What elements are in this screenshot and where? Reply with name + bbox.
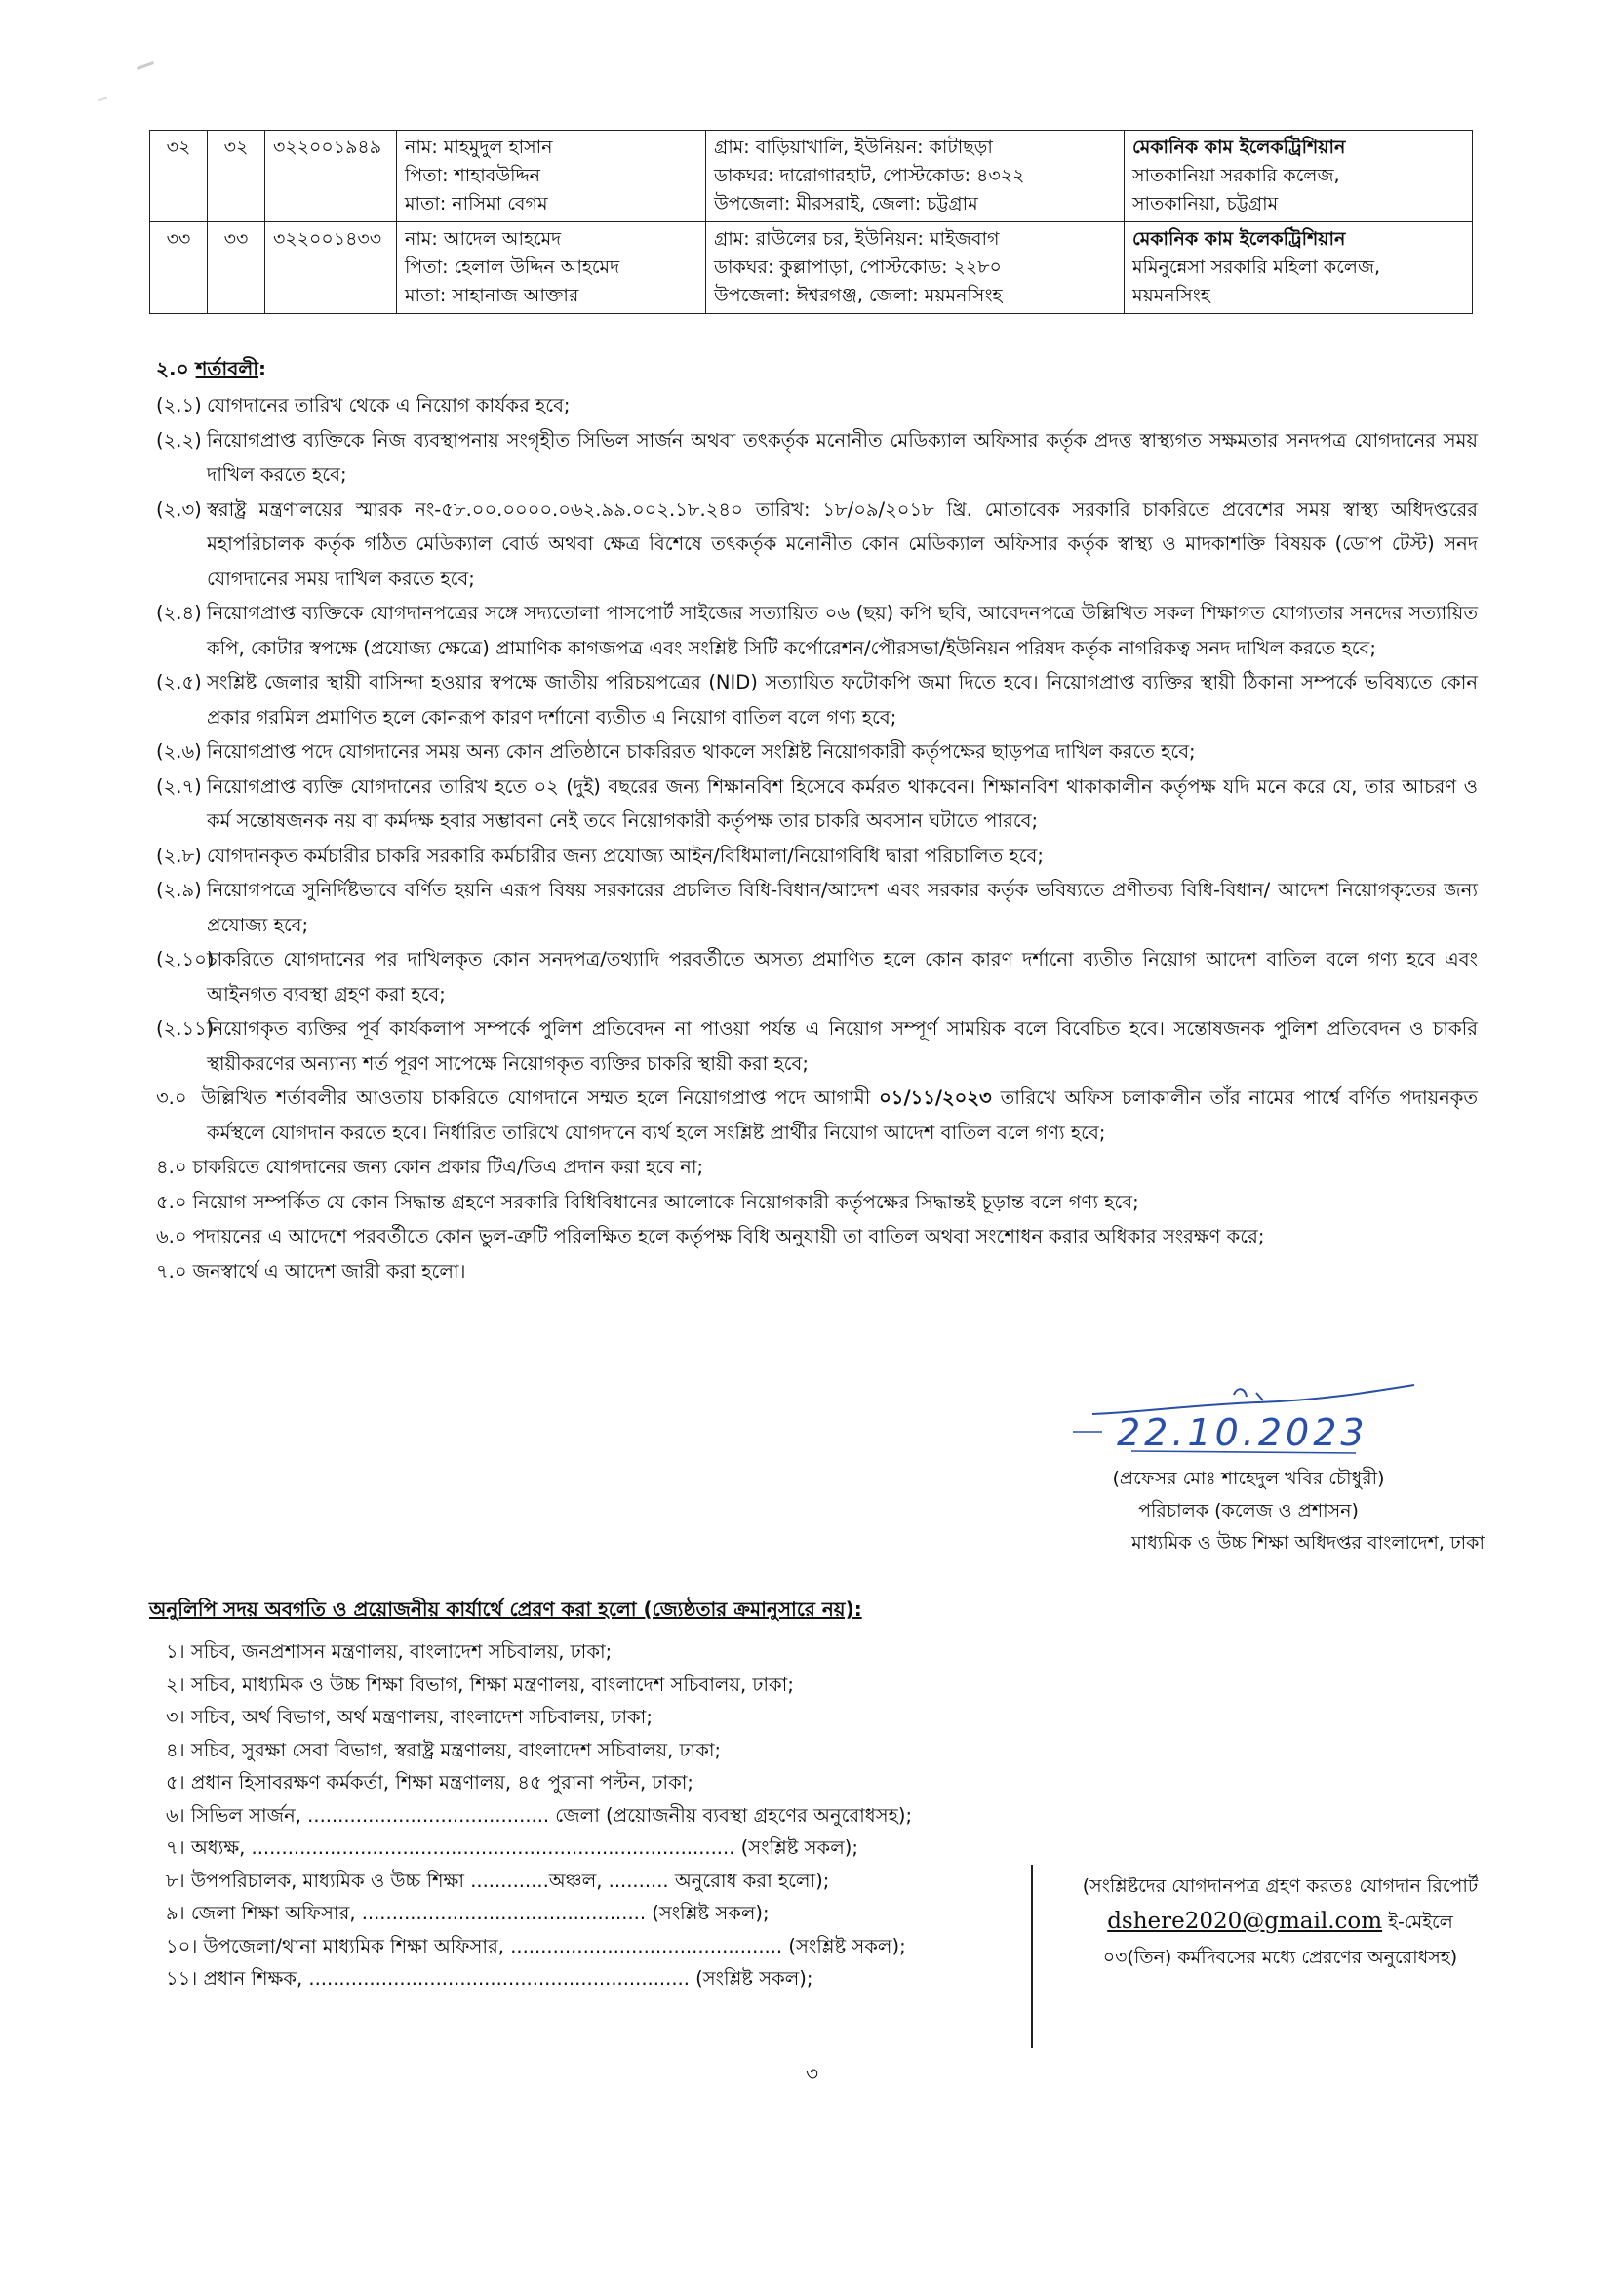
copy-recipient: ২। সচিব, মাধ্যমিক ও উচ্চ শিক্ষা বিভাগ, শিক্ষা মন্ত্রণালয়, বাংলাদেশ সচিবালয়, ঢাকা; bbox=[166, 1673, 794, 1696]
appointment-table bbox=[149, 130, 1473, 314]
serial-cell bbox=[150, 131, 208, 222]
posting-place: সাতকানিয়া সরকারি কলেজ, bbox=[1132, 165, 1340, 186]
condition-number: (২.১০) bbox=[156, 948, 215, 970]
signature-date: 22.10.2023 bbox=[1117, 1411, 1368, 1454]
condition-item bbox=[156, 1150, 1478, 1185]
condition-number: (২.৬) bbox=[156, 740, 202, 763]
condition-number: (২.৩) bbox=[156, 497, 202, 521]
copy-recipient: ১০। উপজেলা/থানা মাধ্যমিক শিক্ষা অফিসার, ............................................. (সংশ্লিষ্ট সকল); bbox=[166, 1934, 906, 1957]
condition-text: নিয়োগপ্রাপ্ত ব্যক্তিকে যোগদানপত্রের সঙ্গে সদ্যতোলা পাসপোর্ট সাইজের সত্যায়িত ০৬ (ছয়) কপি ছবি, আবেদনপত্রে উল্লিখিত সকল শিক্ষাগত যোগ্যতার সনদের সত্যায়িত কপি, কোটার স্বপক্ষে (প্রযোজ্য ক্ষেত্রে) প্রামাণিক কাগজপত্র এবং সংশ্লিষ্ট সিটি কর্পোরেশন/পৌরসভা/ইউনিয়ন পরিষদ কর্তৃক নাগরিকত্ব সনদ দাখিল করতে হবে; bbox=[207, 602, 1478, 659]
condition-number: ৪.০ bbox=[156, 1156, 187, 1178]
condition-item bbox=[156, 839, 1478, 874]
address-line: গ্রাম: রাউলের চর, ইউনিয়ন: মাইজবাগ bbox=[714, 228, 1000, 250]
post-title: মেকানিক কাম ইলেকট্রিশিয়ান bbox=[1132, 137, 1346, 158]
table-row bbox=[150, 222, 1473, 314]
copy-recipient: ৯। জেলা শিক্ষা অফিসার, ............................................... (সংশ্লিষ্ট সকল); bbox=[166, 1902, 770, 1924]
scan-mark bbox=[137, 61, 154, 70]
serial-cell bbox=[150, 222, 208, 314]
condition-text: নিয়োগপ্রাপ্ত ব্যক্তিকে নিজ ব্যবস্থাপনায় সংগৃহীত সিভিল সার্জন অথবা তৎকর্তৃক মনোনীত মেডিক্যাল অফিসার কর্তৃক প্রদত্ত স্বাস্থ্যগত সক্ষমতার সনদপত্র যোগদানের সময় দাখিল করতে হবে; bbox=[207, 428, 1478, 486]
condition-text: জনস্বার্থে এ আদেশ জারী করা হলো। bbox=[192, 1259, 466, 1282]
note-email-suffix: ই-মেইলে bbox=[1382, 1912, 1453, 1933]
copy-list bbox=[166, 1636, 1024, 1995]
roll-cell bbox=[208, 131, 265, 222]
post-title: মেকানিক কাম ইলেকট্রিশিয়ান bbox=[1132, 228, 1346, 250]
handwritten-signature bbox=[1063, 1375, 1434, 1463]
serial: ৩৩ bbox=[166, 228, 191, 250]
condition-number: (২.৪) bbox=[156, 602, 202, 624]
condition-number: ৭.০ bbox=[156, 1259, 187, 1282]
condition-item bbox=[156, 873, 1478, 942]
father-name: পিতা: হেলাল উদ্দিন আহমেদ bbox=[405, 256, 620, 278]
applicant-id: ৩২২০০১৯৪৯ bbox=[273, 137, 382, 158]
note-line-3: ০৩(তিন) কর্মদিবসের মধ্যে প্রেরণের অনুরোধসহ) bbox=[1102, 1947, 1458, 1968]
copy-recipient: ৩। সচিব, অর্থ বিভাগ, অর্থ মন্ত্রণালয়, বাংলাদেশ সচিবালয়, ঢাকা; bbox=[166, 1706, 653, 1728]
condition-number: (২.৮) bbox=[156, 844, 202, 867]
applicant-id: ৩২২০০১৪৩৩ bbox=[273, 228, 382, 250]
roll-cell bbox=[208, 222, 265, 314]
name-cell bbox=[397, 131, 706, 222]
condition-text: চাকরিতে যোগদানের জন্য কোন প্রকার টিএ/ডিএ প্রদান করা হবে না; bbox=[192, 1156, 704, 1178]
scan-mark bbox=[98, 96, 107, 101]
address-line: উপজেলা: ঈশ্বরগঞ্জ, জেলা: ময়মনসিংহ bbox=[714, 285, 1003, 306]
signatory-office: মাধ্যমিক ও উচ্চ শিক্ষা অধিদপ্তর বাংলাদেশ, ঢাকা bbox=[1131, 1532, 1485, 1554]
address-line: ডাকঘর: কুল্লাপাড়া, পোস্টকোড: ২২৮০ bbox=[714, 256, 1002, 278]
condition-text: উল্লিখিত শর্তাবলীর আওতায় চাকরিতে যোগদানে সম্মত হলে নিয়োগপ্রাপ্ত পদে আগামী bbox=[201, 1086, 871, 1109]
condition-number: (২.১) bbox=[156, 394, 202, 416]
condition-number: (২.২) bbox=[156, 428, 202, 452]
condition-number: (২.৭) bbox=[156, 774, 202, 798]
condition-item bbox=[156, 734, 1478, 769]
copy-heading: অনুলিপি সদয় অবগতি ও প্রয়োজনীয় কার্যার্থে প্রেরণ করা হলো (জ্যেষ্ঠতার ক্রমানুসারে নয়): bbox=[149, 1598, 862, 1621]
condition-item bbox=[156, 388, 1478, 423]
note-line-2 bbox=[1049, 1904, 1512, 1940]
applicant-name: নাম: মাহমুদুল হাসান bbox=[405, 137, 553, 158]
id-cell bbox=[265, 222, 397, 314]
roll: ৩২ bbox=[223, 137, 249, 158]
address-cell bbox=[706, 222, 1125, 314]
conditions-heading: ২.০ শর্তাবলী: bbox=[156, 357, 266, 380]
divider bbox=[1031, 1865, 1033, 2048]
copy-recipient: ১। সচিব, জনপ্রশাসন মন্ত্রণালয়, বাংলাদেশ সচিবালয়, ঢাকা; bbox=[166, 1640, 613, 1663]
mother-name: মাতা: নাসিমা বেগম bbox=[405, 193, 548, 215]
signatory-name: (প্রফেসর মোঃ শাহেদুল খবির চৌধুরী) bbox=[1112, 1468, 1385, 1489]
condition-item bbox=[156, 942, 1478, 1011]
signatory-designation: পরিচালক (কলেজ ও প্রশাসন) bbox=[1138, 1500, 1359, 1521]
copy-recipient: ১১। প্রধান শিক্ষক, ............................................................... (সংশ্লিষ্ট সকল); bbox=[166, 1967, 813, 1990]
condition-item bbox=[156, 1011, 1478, 1081]
conditions-heading-number: ২.০ bbox=[156, 357, 189, 380]
condition-item bbox=[156, 423, 1478, 493]
note-line-1: (সংশ্লিষ্টদের যোগদানপত্র গ্রহণ করতঃ যোগদান রিপোর্ট bbox=[1082, 1875, 1479, 1897]
condition-number: (২.১১) bbox=[156, 1017, 215, 1040]
posting-place: সাতকানিয়া, চট্টগ্রাম bbox=[1132, 193, 1279, 215]
applicant-name: নাম: আদেল আহমেদ bbox=[405, 228, 562, 250]
condition-item bbox=[156, 1254, 1478, 1289]
copy-recipient: ৮। উপপরিচালক, মাধ্যমিক ও উচ্চ শিক্ষা .............অঞ্চল, .......... অনুরোধ করা হলো); bbox=[166, 1869, 830, 1892]
condition-text: চাকরিতে যোগদানের পর দাখিলকৃত কোন সনদপত্র/তথ্যাদি পরবর্তীতে অসত্য প্রমাণিত হলে কোন কারণ দর্শানো ব্যতীত নিয়োগ আদেশ বাতিল বলে গণ্য হবে এবং আইনগত ব্যবস্থা গ্রহণ করা হবে; bbox=[207, 948, 1478, 1006]
serial: ৩২ bbox=[166, 137, 191, 158]
posting-cell bbox=[1125, 222, 1473, 314]
condition-number: ৬.০ bbox=[156, 1225, 187, 1247]
condition-item bbox=[156, 1081, 1478, 1150]
condition-text: যোগদানকৃত কর্মচারীর চাকরি সরকারি কর্মচারীর জন্য প্রযোজ্য আইন/বিধিমালা/নিয়োগবিধি দ্বারা পরিচালিত হবে; bbox=[207, 844, 1044, 867]
table-row bbox=[150, 131, 1473, 222]
address-line: উপজেলা: মীরসরাই, জেলা: চট্টগ্রাম bbox=[714, 193, 978, 215]
name-cell bbox=[397, 222, 706, 314]
copy-recipient: ৬। সিভিল সার্জন, ........................................ জেলা (প্রয়োজনীয় ব্যবস্থা গ্রহণের অনুরোধসহ); bbox=[166, 1803, 913, 1827]
joining-report-note bbox=[1049, 1869, 1512, 1975]
joining-date: ০১/১১/২০২৩ bbox=[879, 1086, 992, 1109]
address-line: ডাকঘর: দারোগারহাট, পোস্টকোড: ৪৩২২ bbox=[714, 165, 1025, 186]
address-cell bbox=[706, 131, 1125, 222]
signatory-block bbox=[975, 1463, 1522, 1559]
posting-cell bbox=[1125, 131, 1473, 222]
condition-text: নিয়োগপ্রাপ্ত পদে যোগদানের সময় অন্য কোন প্রতিষ্ঠানে চাকরিরত থাকলে সংশ্লিষ্ট নিয়োগকারী কর্তৃপক্ষের ছাড়পত্র দাখিল করতে হবে; bbox=[207, 740, 1196, 763]
condition-text: পদায়নের এ আদেশে পরবর্তীতে কোন ভুল-ত্রুটি পরিলক্ষিত হলে কর্তৃপক্ষ বিধি অনুযায়ী তা বাতিল অথবা সংশোধন করার অধিকার সংরক্ষণ করে; bbox=[192, 1225, 1265, 1247]
condition-text: নিয়োগপত্রে সুনির্দিষ্টভাবে বর্ণিত হয়নি এরূপ বিষয় সরকারের প্রচলিত বিধি-বিধান/আদেশ এবং সরকার কর্তৃক ভবিষ্যতে প্রণীতব্য বিধি-বিধান/ আদেশ নিয়োগকৃতের জন্য প্রযোজ্য হবে; bbox=[207, 879, 1478, 936]
page-number: ৩ bbox=[805, 2062, 818, 2085]
condition-item bbox=[156, 1185, 1478, 1220]
posting-place: মমিনুন্নেসা সরকারি মহিলা কলেজ, bbox=[1132, 256, 1380, 278]
condition-item bbox=[156, 1219, 1478, 1254]
copy-recipient: ৫। প্রধান হিসাবরক্ষণ কর্মকর্তা, শিক্ষা মন্ত্রণালয়, ৪৫ পুরানা পল্টন, ঢাকা; bbox=[166, 1771, 693, 1794]
posting-place: ময়মনসিংহ bbox=[1132, 285, 1210, 306]
condition-text: নিয়োগপ্রাপ্ত ব্যক্তি যোগদানের তারিখ হতে ০২ (দুই) বছরের জন্য শিক্ষানবিশ হিসেবে কর্মরত থাকবেন। শিক্ষানবিশ থাকাকালীন কর্তৃপক্ষ যদি মনে করে যে, তার আচরণ ও কর্ম সন্তোষজনক নয় বা কর্মদক্ষ হবার সম্ভাবনা নেই তবে নিয়োগকারী কর্তৃপক্ষ তার চাকরি অবসান ঘটাতে পারবে; bbox=[207, 774, 1478, 832]
mother-name: মাতা: সাহানাজ আক্তার bbox=[405, 285, 579, 306]
condition-number: (২.৯) bbox=[156, 879, 202, 901]
roll: ৩৩ bbox=[223, 228, 249, 250]
condition-number: ৩.০ bbox=[156, 1086, 187, 1109]
condition-item bbox=[156, 665, 1478, 734]
conditions-list bbox=[156, 388, 1478, 1288]
address-line: গ্রাম: বাড়িয়াখালি, ইউনিয়ন: কাটাছড়া bbox=[714, 137, 993, 158]
condition-item bbox=[156, 493, 1478, 597]
condition-number: ৫.০ bbox=[156, 1190, 187, 1213]
condition-text: সংশ্লিষ্ট জেলার স্থায়ী বাসিন্দা হওয়ার স্বপক্ষে জাতীয় পরিচয়পত্রের (NID) সত্যায়িত ফটোকপি জমা দিতে হবে। নিয়োগপ্রাপ্ত ব্যক্তির স্থায়ী ঠিকানা সম্পর্কে ভবিষ্যতে কোন প্রকার গরমিল প্রমাণিত হলে কোনরূপ কারণ দর্শানো ব্যতীত এ নিয়োগ বাতিল বলে গণ্য হবে; bbox=[207, 671, 1478, 729]
condition-number: (২.৫) bbox=[156, 671, 202, 693]
conditions-heading-text: শর্তাবলী bbox=[195, 357, 258, 380]
condition-item bbox=[156, 769, 1478, 839]
id-cell bbox=[265, 131, 397, 222]
condition-text: নিয়োগ সম্পর্কিত যে কোন সিদ্ধান্ত গ্রহণে সরকারি বিধিবিধানের আলোকে নিয়োগকারী কর্তৃপক্ষের সিদ্ধান্তই চূড়ান্ত বলে গণ্য হবে; bbox=[192, 1190, 1139, 1213]
condition-text: তারিখে অফিস চলাকালীন তাঁর নামের পার্শ্বে বর্ণিত পদায়নকৃত কর্মস্থলে যোগদান করতে হবে। নির্ধারিত তারিখে যোগদানে ব্যর্থ হলে সংশ্লিষ্ট প্রার্থীর নিয়োগ আদেশ বাতিল বলে গণ্য হবে; bbox=[207, 1086, 1478, 1144]
copy-recipient: ৪। সচিব, সুরক্ষা সেবা বিভাগ, স্বরাষ্ট্র মন্ত্রণালয়, বাংলাদেশ সচিবালয়, ঢাকা; bbox=[166, 1738, 722, 1761]
condition-text: নিয়োগকৃত ব্যক্তির পূর্ব কার্যকলাপ সম্পর্কে পুলিশ প্রতিবেদন না পাওয়া পর্যন্ত এ নিয়োগ সম্পূর্ণ সাময়িক বলে বিবেচিত হবে। সন্তোষজনক পুলিশ প্রতিবেদন ও চাকরি স্থায়ীকরণের অন্যান্য শর্ত পূরণ সাপেক্ষে নিয়োগকৃত ব্যক্তির চাকরি স্থায়ী করা হবে; bbox=[207, 1017, 1478, 1075]
email-address: dshere2020@gmail.com bbox=[1107, 1909, 1383, 1934]
condition-item bbox=[156, 596, 1478, 665]
copy-recipient: ৭। অধ্যক্ষ, ................................................................................ (সংশ্লিষ্ট সকল); bbox=[166, 1836, 858, 1859]
condition-text: যোগদানের তারিখ থেকে এ নিয়োগ কার্যকর হবে; bbox=[207, 394, 571, 416]
condition-text: স্বরাষ্ট্র মন্ত্রণালয়ের স্মারক নং-৫৮.০০.০০০০.০৬২.৯৯.০০২.১৮.২৪০ তারিখ: ১৮/০৯/২০১৮ খ্রি. মোতাবেক সরকারি চাকরিতে প্রবেশের সময় স্বাস্থ্য অধিদপ্তরের মহাপরিচালক কর্তৃক গঠিত মেডিক্যাল বোর্ড অথবা ক্ষেত্র বিশেষে তৎকর্তৃক মনোনীত কোন মেডিক্যাল অফিসার কর্তৃক স্বাস্থ্য ও মাদকাশক্তি বিষয়ক (ডোপ টেস্ট) সনদ যোগদানের সময় দাখিল করতে হবে; bbox=[207, 497, 1478, 590]
father-name: পিতা: শাহাবউদ্দিন bbox=[405, 165, 540, 186]
